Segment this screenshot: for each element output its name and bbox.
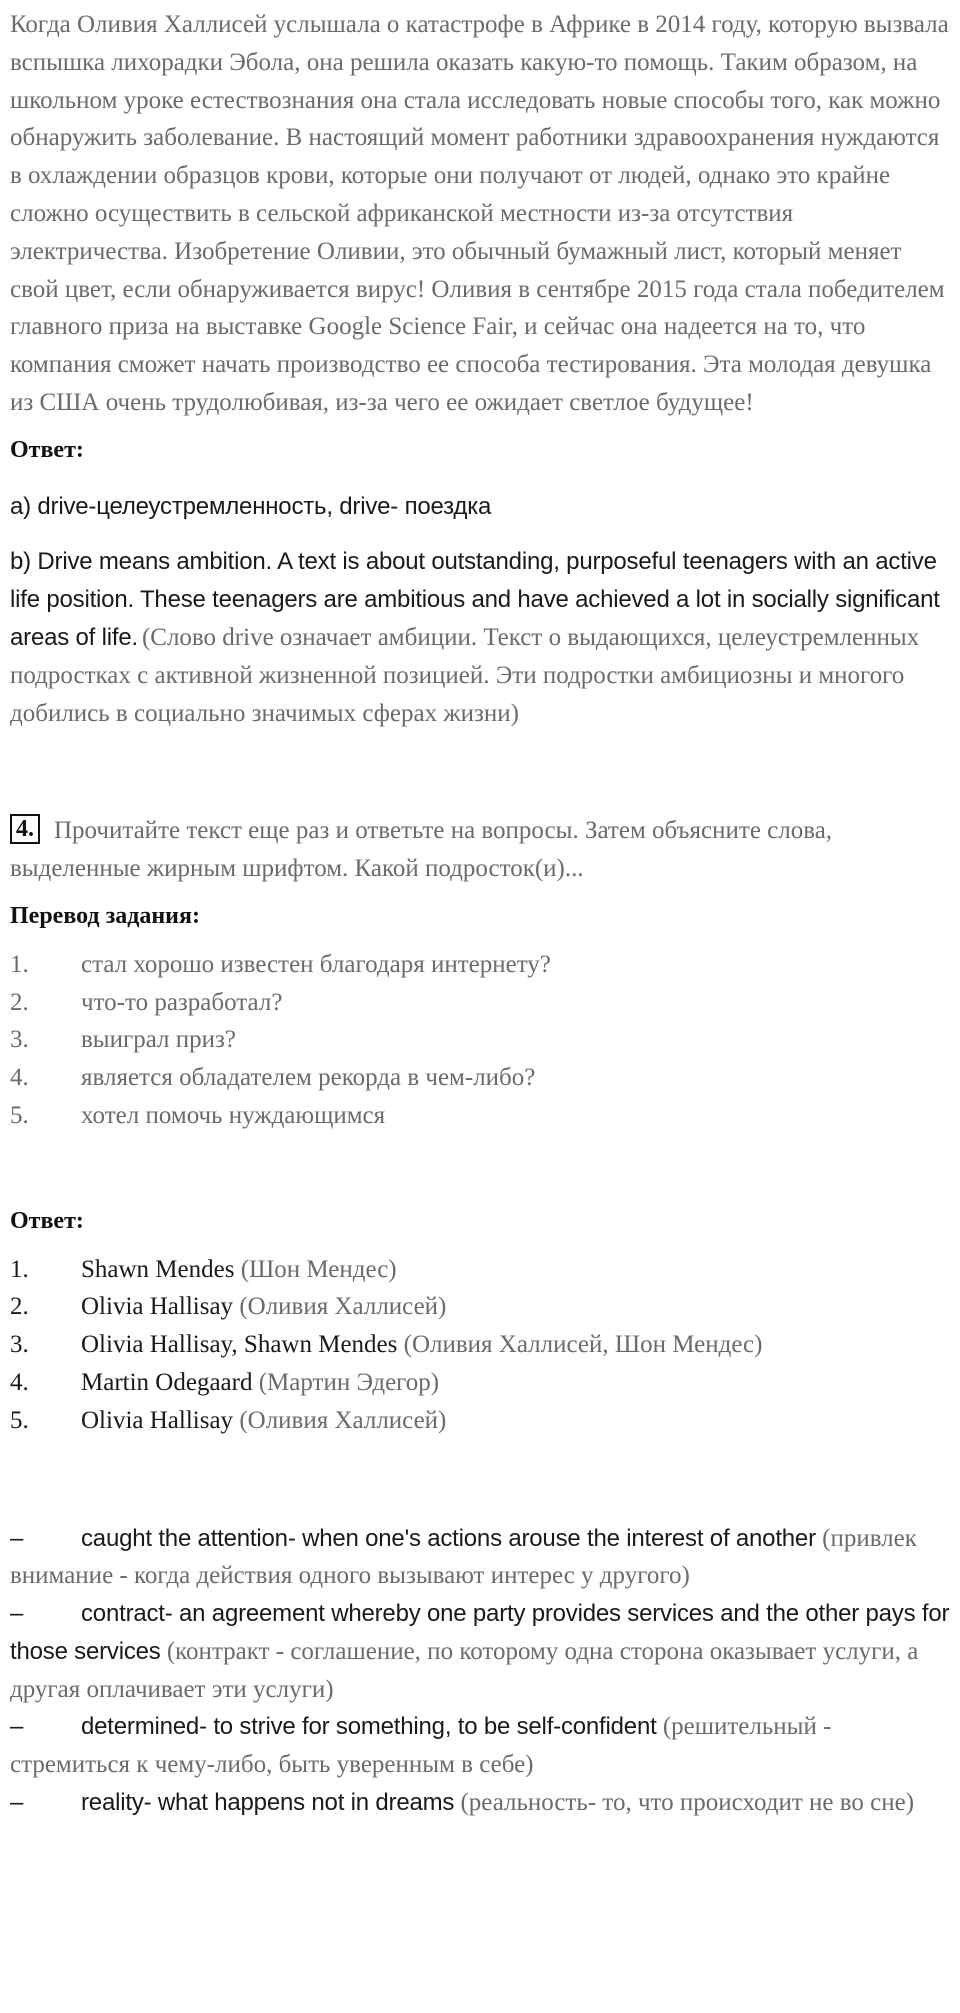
list-item: 1. Shawn Mendes (Шон Мендес) xyxy=(10,1255,397,1283)
list-item: 3. выиграл приз? xyxy=(10,1026,237,1054)
answer-b-english: b) Drive means ambition. A text is about outstanding, purposeful teenagers with an active life position. These teenagers are ambitious and have achieved a lot in socially significant areas of life. xyxy=(10,548,940,651)
list-item: 1. стал хорошо известен благодаря интернету? xyxy=(10,950,551,978)
questions-list xyxy=(10,946,955,1135)
list-item: 3. Olivia Hallisay, Shawn Mendes (Оливия Халлисей, Шон Мендес) xyxy=(10,1331,763,1359)
answer-heading: Ответ: xyxy=(10,436,84,463)
answer-a: a) drive-целеустремленность, drive- поездка xyxy=(10,492,492,520)
definition-item: – determined- to strive for something, to be self-confident (решительный - стремиться к чему-либо, быть уверенным в себе) xyxy=(10,1713,832,1779)
list-item: 5. Olivia Hallisay (Оливия Халлисей) xyxy=(10,1406,447,1434)
definitions-block xyxy=(10,1520,955,1822)
list-item: 2. что-то разработал? xyxy=(10,988,283,1016)
task-4-text: Прочитайте текст еще раз и ответьте на вопросы. Затем объясните слова, выделенные жирным шрифтом. Какой подросток(и)... xyxy=(10,817,833,883)
list-item: 5. хотел помочь нуждающимся xyxy=(10,1101,386,1129)
answer-b xyxy=(10,543,955,732)
task-4 xyxy=(10,812,955,888)
definition-item: – caught the attention- when one's actions arouse the interest of another (привлек внимание - когда действия одного вызывают интерес у другого) xyxy=(10,1524,917,1590)
task-number-box: 4. xyxy=(10,814,40,844)
intro-paragraph: Когда Оливия Халлисей услышала о катастрофе в Африке в 2014 году, которую вызвала вспышка лихорадки Эбола, она решила оказать какую-то помощь. Таким образом, на школьном уроке естествознания она стала исследовать новые способы того, как можно обнаружить заболевание. В настоящий момент работники здравоохранения нуждаются в охлаждении образцов крови, которые они получают от людей, однако это крайне сложно осуществить в сельской африканской местности из-за отсутствия электричества. Изобретение Оливии, это обычный бумажный лист, который меняет свой цвет, если обнаруживается вирус! Оливия в сентябре 2015 года стала победителем главного приза на выставке Google Science Fair, и сейчас она надеется на то, что компания сможет начать производство ее способа тестирования. Эта молодая девушка из США очень трудолюбивая, из-за чего ее ожидает светлое будущее! xyxy=(10,11,949,416)
answer-heading-2: Ответ: xyxy=(10,1207,84,1234)
list-item: 4. Martin Odegaard (Мартин Эдегор) xyxy=(10,1368,440,1396)
translation-heading: Перевод задания: xyxy=(10,902,200,929)
list-item: 2. Olivia Hallisay (Оливия Халлисей) xyxy=(10,1293,447,1321)
list-item: 4. является обладателем рекорда в чем-либо? xyxy=(10,1064,536,1092)
answers-list xyxy=(10,1251,955,1440)
definition-item: – reality- what happens not in dreams (реальность- то, что происходит не во сне) xyxy=(10,1789,915,1817)
definition-item: – contract- an agreement whereby one party provides services and the other pays for those services (контракт - соглашение, по которому одна сторона оказывает услуги, а другая оплачивает эти услуги) xyxy=(10,1600,950,1703)
document-page xyxy=(10,6,955,1822)
answer-b-russian: (Слово drive означает амбиции. Текст о выдающихся, целеустремленных подростках с активной жизненной позицией. Эти подростки амбициозны и многого добились в социально значимых сферах жизни) xyxy=(10,623,920,727)
